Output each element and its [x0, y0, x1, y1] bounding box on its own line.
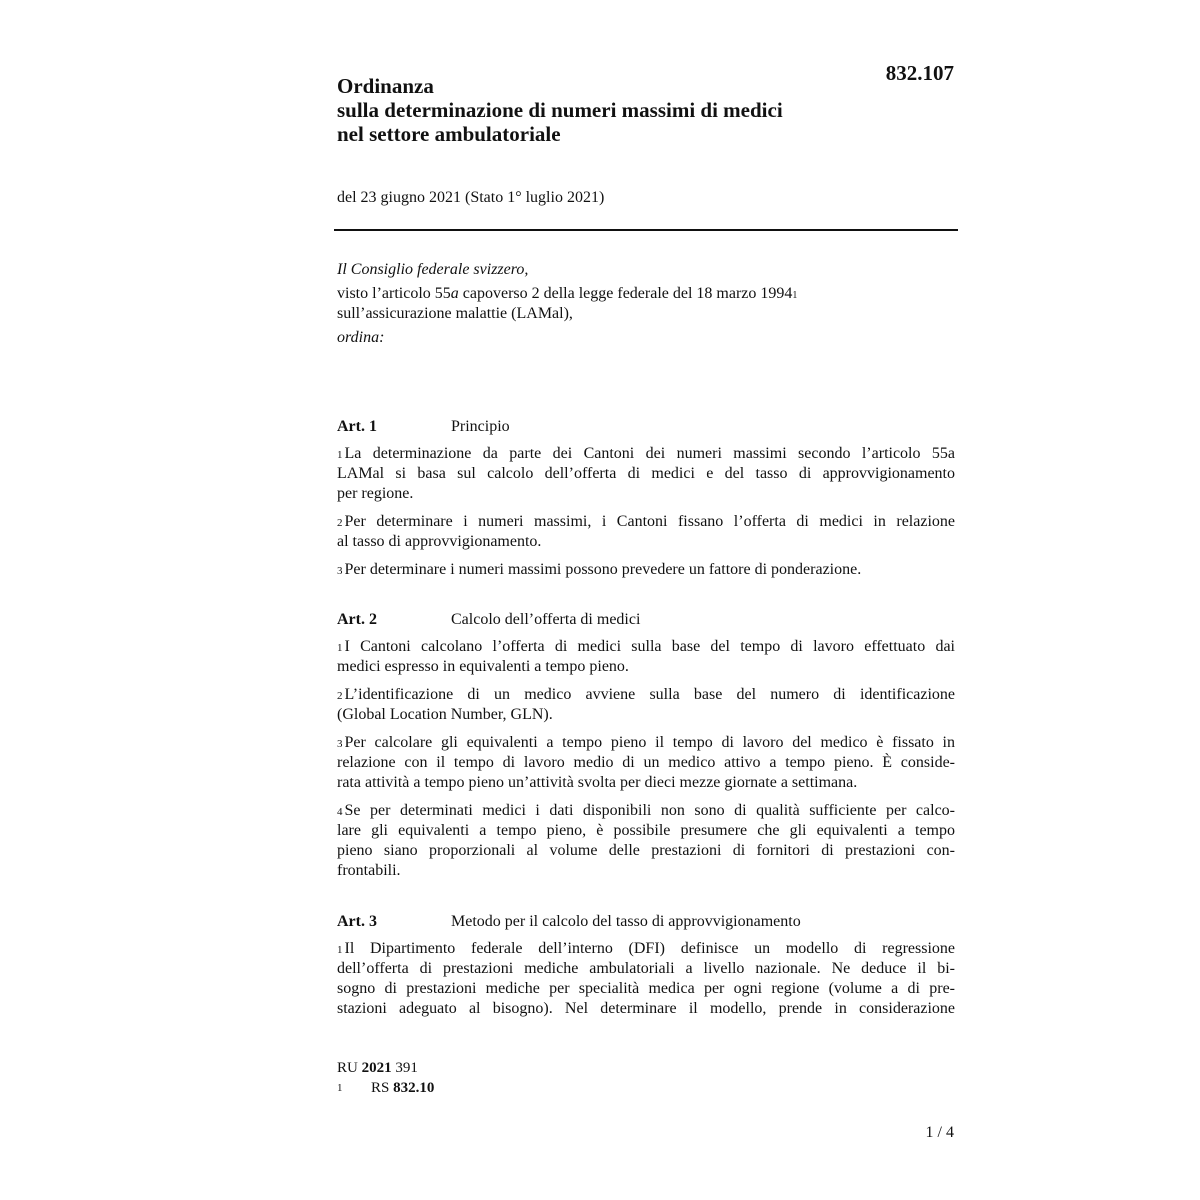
paragraph: $^2$ Per determinare i numeri massimi, i Cantoni fissano l’offerta di medici in relazione al tasso di approvvigionamento.: [337, 513, 955, 550]
ru-reference: RU 2021 391: [337, 1060, 418, 1076]
paragraph-number: 2: [337, 517, 343, 529]
article-heading: Calcolo dell’offerta di medici: [451, 611, 641, 628]
footnotes: [337, 1058, 434, 1098]
paragraph-number: 3: [337, 565, 343, 577]
title-line: Ordinanza: [337, 74, 434, 98]
paragraph: $^4$ Se per determinati medici i dati disponibili non sono di qualità sufficiente per calco- lare gli equivalenti a tempo pieno, è possibile presumere che gli equivalenti a tempo pieno siano proporzionali al volume delle prestazioni di fornitori di prestazioni con- frontabili.: [337, 802, 955, 879]
ordina: ordina:: [337, 329, 385, 346]
paragraph-number: 2: [337, 690, 343, 702]
article-heading: Principio: [451, 418, 510, 435]
paragraph: $^3$ Per calcolare gli equivalenti a tempo pieno il tempo di lavoro del medico è fissato in relazione con il tempo di lavoro medio di un medico attivo a tempo pieno. È conside- rata attività a tempo pieno un’attività svolta per dieci mezze giornate a settimana.: [337, 734, 955, 791]
header-divider: [334, 229, 958, 231]
article-number: Art. 1: [337, 418, 377, 435]
paragraph: $^1$ La determinazione da parte dei Cantoni dei numeri massimi secondo l’articolo 55a LAMal si basa sul calcolo dell’offerta di medici e del tasso di approvvigionamento per regione.: [337, 445, 955, 502]
document-title: [337, 74, 783, 146]
footnote-ref[interactable]: 1: [792, 290, 798, 301]
paragraph: $^2$ L’identificazione di un medico avviene sulla base del numero di identificazione (Global Location Number, GLN).: [337, 686, 955, 723]
rs-link[interactable]: 832.10: [393, 1080, 435, 1096]
article-3: [337, 912, 955, 1027]
paragraph-number: 3: [337, 738, 343, 750]
visto-clause: visto l’articolo 55a capoverso 2 della legge federale del 18 marzo 1994$^1$: [337, 285, 798, 302]
article-2: [337, 610, 955, 889]
authority: Il Consiglio federale svizzero,: [337, 261, 529, 278]
paragraph: $^1$ Il Dipartimento federale dell’interno (DFI) definisce un modello di regressione dell’offerta di prestazioni mediche ambulatoriali a livello nazionale. Ne deduce il bi- sogno di prestazioni mediche per specialità medica per ogni regione (volume a di pre- stazioni adeguato al bisogno). Nel determinare il modello, prende in considerazione: [337, 940, 955, 1017]
paragraph-number: 1: [337, 642, 343, 654]
title-line: sulla determinazione di numeri massimi di medici: [337, 98, 783, 122]
preamble: [337, 260, 955, 348]
document-page: [336, 0, 956, 1200]
paragraph-number: 4: [337, 806, 343, 818]
sr-number: 832.107: [885, 61, 954, 85]
visto-clause-line2: sull’assicurazione malattie (LAMal),: [337, 305, 573, 322]
article-1: [337, 417, 955, 588]
footnote-mark: 1: [337, 1082, 343, 1094]
article-heading: Metodo per il calcolo del tasso di approvvigionamento: [451, 913, 801, 930]
footnote-1: 1 RS 832.10: [337, 1080, 435, 1096]
paragraph-number: 1: [337, 449, 343, 461]
page-number: 1 / 4: [925, 1124, 954, 1141]
article-number: Art. 3: [337, 913, 377, 930]
date-status-line: del 23 giugno 2021 (Stato 1° luglio 2021): [337, 189, 605, 206]
article-number: Art. 2: [337, 611, 377, 628]
paragraph: $^1$ I Cantoni calcolano l’offerta di medici sulla base del tempo di lavoro effettuato dai medici espresso in equivalenti a tempo pieno.: [337, 638, 955, 675]
paragraph-number: 1: [337, 944, 343, 956]
title-line: nel settore ambulatoriale: [337, 122, 561, 146]
paragraph: $^3$ Per determinare i numeri massimi possono prevedere un fattore di ponderazione.: [337, 561, 862, 578]
